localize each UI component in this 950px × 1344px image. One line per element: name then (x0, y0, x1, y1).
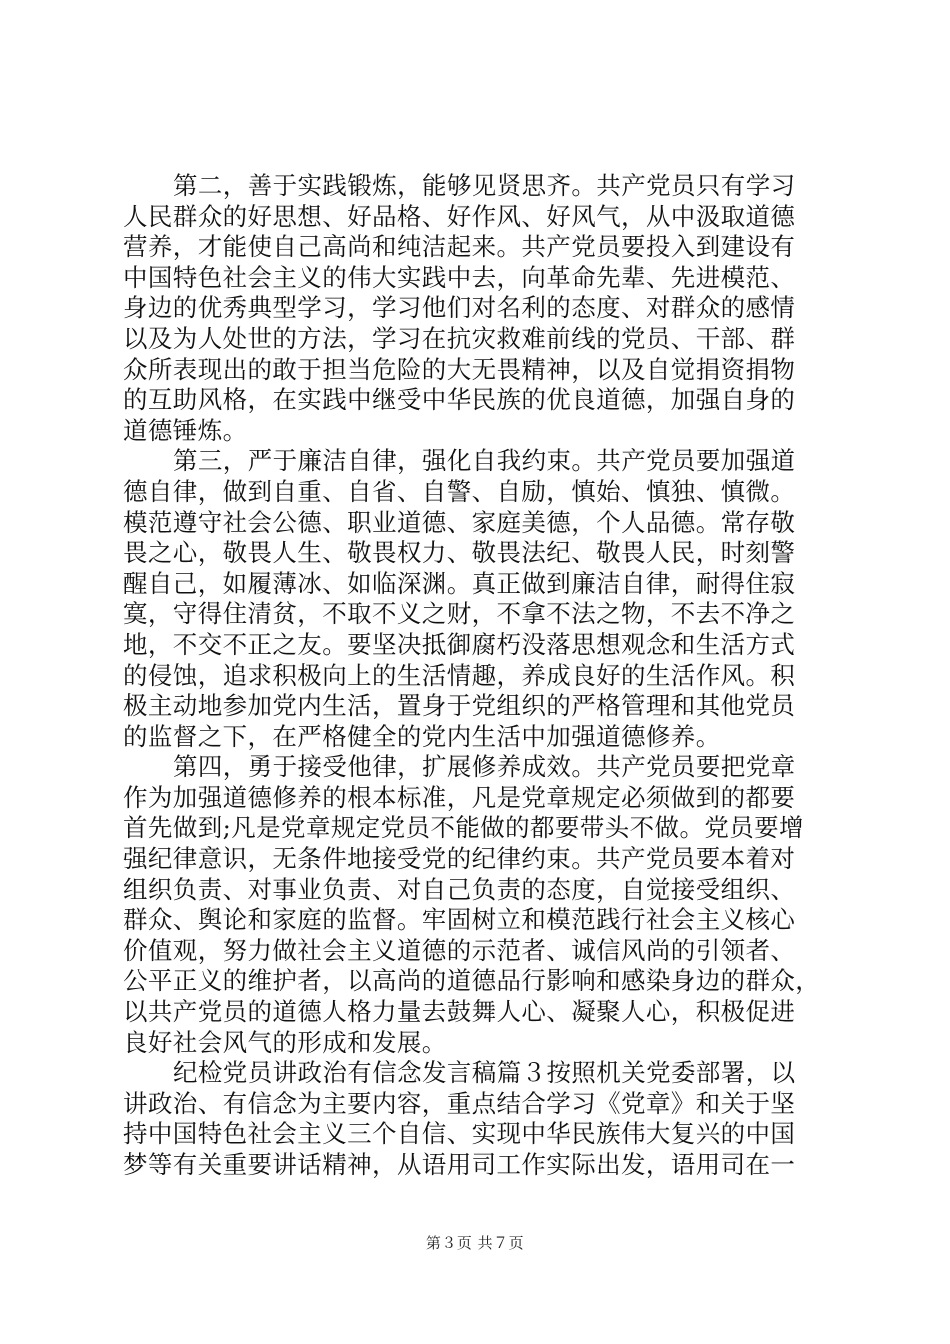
text-line: 良好社会风气的形成和发展。 (123, 1027, 447, 1057)
text-line: 第二，善于实践锻炼，能够见贤思齐。共产党员只有学习 (173, 171, 796, 200)
text-line: 以共产党员的道德人格力量去鼓舞人心、凝聚人心，积极促进 (123, 997, 796, 1027)
text-line: 第三，严于廉洁自律，强化自我约束。共产党员要加强道 (173, 446, 796, 476)
paragraph-speech-3 (123, 1058, 835, 1180)
text-line: 持中国特色社会主义三个自信、实现中华民族伟大复兴的中国 (123, 1119, 796, 1149)
text-line: 梦等有关重要讲话精神，从语用司工作实际出发，语用司在一 (123, 1150, 796, 1179)
text-line: 模范遵守社会公德、职业道德、家庭美德，个人品德。常存敬 (123, 507, 796, 537)
text-line: 人民群众的好思想、好品格、好作风、好风气，从中汲取道德 (123, 201, 796, 231)
text-line: 醒自己，如履薄冰、如临深渊。真正做到廉洁自律，耐得住寂 (123, 568, 796, 598)
text-line: 中国特色社会主义的伟大实践中去，向革命先辈、先进模范、 (123, 262, 796, 292)
text-line: 作为加强道德修养的根本标准，凡是党章规定必须做到的都要 (123, 782, 796, 812)
text-line: 组织负责、对事业负责、对自己负责的态度，自觉接受组织、 (123, 874, 796, 904)
text-line: 寞，守得住清贫，不取不义之财，不拿不法之物，不去不净之 (123, 599, 796, 629)
text-line: 讲政治、有信念为主要内容，重点结合学习《党章》和关于坚 (123, 1088, 796, 1118)
document-body (123, 171, 835, 1181)
text-line: 公平正义的维护者，以高尚的道德品行影响和感染身边的群众， (123, 966, 821, 996)
text-line: 强纪律意识，无条件地接受党的纪律约束。共产党员要本着对 (123, 844, 796, 874)
text-line: 的侵蚀，追求积极向上的生活情趣，养成良好的生活作风。积 (123, 660, 796, 690)
text-line: 价值观，努力做社会主义道德的示范者、诚信风尚的引领者、 (123, 935, 796, 965)
text-line: 营养，才能使自己高尚和纯洁起来。共产党员要投入到建设有 (123, 232, 796, 262)
text-line: 的监督之下，在严格健全的党内生活中加强道德修养。 (123, 721, 721, 751)
text-line: 畏之心，敬畏人生、敬畏权力、敬畏法纪、敬畏人民，时刻警 (123, 538, 796, 568)
text-line: 道德锤炼。 (123, 415, 248, 445)
text-line: 德自律，做到自重、自省、自警、自励，慎始、慎独、慎微。 (123, 476, 796, 506)
paragraph-4 (123, 752, 835, 1058)
text-line: 极主动地参加党内生活，置身于党组织的严格管理和其他党员 (123, 691, 796, 721)
text-line: 的互助风格，在实践中继受中华民族的优良道德，加强自身的 (123, 385, 796, 415)
text-line: 第四，勇于接受他律，扩展修养成效。共产党员要把党章 (173, 752, 796, 782)
text-line: 地，不交不正之友。要坚决抵御腐朽没落思想观念和生活方式 (123, 629, 796, 659)
text-line: 众所表现出的敢于担当危险的大无畏精神，以及自觉捐资捐物 (123, 354, 796, 384)
paragraph-3 (123, 446, 835, 752)
text-line: 首先做到;凡是党章规定党员不能做的都要带头不做。党员要增 (123, 813, 804, 843)
text-line: 身边的优秀典型学习，学习他们对名利的态度、对群众的感情 (123, 293, 796, 323)
text-line: 群众、舆论和家庭的监督。牢固树立和模范践行社会主义核心 (123, 905, 796, 935)
page-number-footer: 第３页 共７页 (425, 1234, 525, 1252)
text-line: 以及为人处世的方法，学习在抗灾救难前线的党员、干部、群 (123, 323, 796, 353)
text-line: 纪检党员讲政治有信念发言稿篇３按照机关党委部署，以 (173, 1058, 796, 1088)
paragraph-2 (123, 171, 835, 446)
